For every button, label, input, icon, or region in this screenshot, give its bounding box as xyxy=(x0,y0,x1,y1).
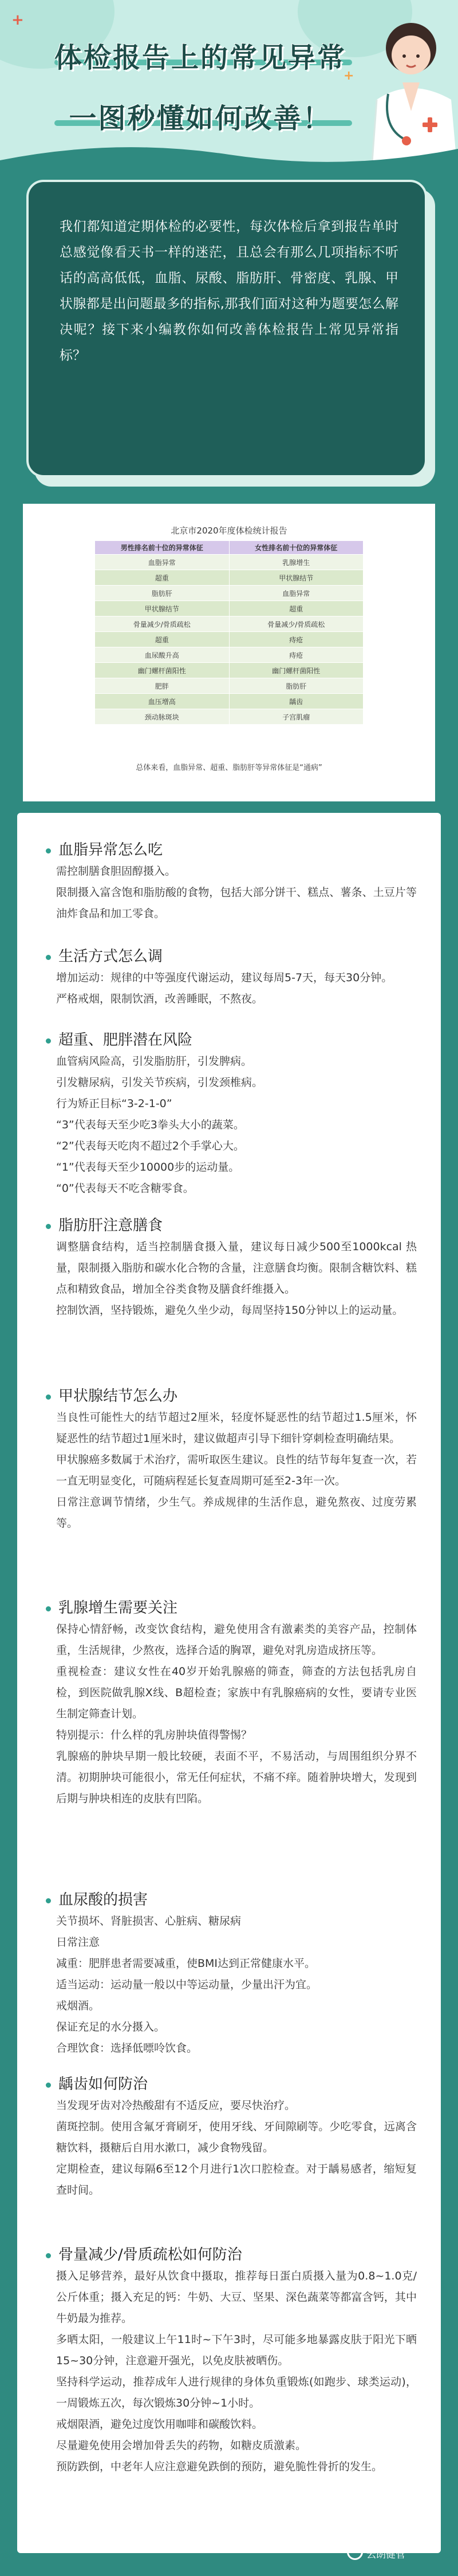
section-line: 日常注意调节情绪，少生气。养成规律的生活作息，避免熬夜、过度劳累等。 xyxy=(56,1496,417,1530)
section-heading: 超重、肥胖潜在风险 xyxy=(56,1029,417,1051)
table-row xyxy=(95,632,364,647)
table-cell: 脂肪肝 xyxy=(229,678,364,694)
section-line: “1”代表每天至少10000步的运动量。 xyxy=(56,1161,240,1174)
section-heading: 乳腺增生需要关注 xyxy=(56,1597,417,1619)
section-breast xyxy=(56,1597,417,1809)
section-heading: 生活方式怎么调 xyxy=(56,946,417,967)
section-fatty-liver xyxy=(56,1215,417,1321)
section-line: 预防跌倒，中老年人应注意避免跌倒的预防，避免脆性骨折的发生。 xyxy=(56,2460,383,2473)
stats-header-female: 女性排名前十位的异常体征 xyxy=(229,541,364,555)
table-cell: 幽门螺杆菌阳性 xyxy=(95,663,230,678)
section-line: 调整膳食结构，适当控制膳食摄入量，建议每日减少500至1000kcal 热量，限制摄入脂肪和碳水化合物的含量，注意膳食均衡。限制含糖饮料、糕点和精致食品，增加全谷类食物及膳食纤维摄入。 xyxy=(56,1240,417,1295)
section-line: 坚持科学运动，推荐成年人进行规律的身体负重锻炼(如跑步、球类运动)，一周锻炼五次，每次锻炼30分钟~1小时。 xyxy=(56,2376,417,2409)
section-thyroid xyxy=(56,1385,417,1534)
section-line: 血管病风险高，引发脂肪肝，引发脾病。 xyxy=(56,1055,252,1068)
section-line: “0”代表每天不吃含糖零食。 xyxy=(56,1182,194,1195)
table-row xyxy=(95,570,364,586)
header-wave xyxy=(0,137,458,177)
stats-title: 北京市2020年度体检统计报告 xyxy=(171,526,287,536)
section-line: 菌斑控制。使用含氟牙膏刷牙，使用牙线、牙间隙刷等。少吃零食，远离含糖饮料，摄糖后自用水漱口，减少食物残留。 xyxy=(56,2120,417,2154)
stats-note: 总体来看，血脂异常、超重、脂肪肝等异常体征是“通病” xyxy=(136,764,322,772)
section-heading: 骨量减少/骨质疏松如何防治 xyxy=(56,2244,417,2266)
table-cell: 肥胖 xyxy=(95,678,230,694)
table-cell: 痔疮 xyxy=(229,647,364,663)
section-body xyxy=(56,2266,417,2478)
page-title-line2: 一图秒懂如何改善！ xyxy=(69,102,332,135)
section-line: 引发糖尿病，引发关节疾病，引发颈椎病。 xyxy=(56,1076,263,1089)
section-dental-caries xyxy=(56,2073,417,2201)
table-cell: 超重 xyxy=(95,570,230,586)
table-row xyxy=(95,601,364,617)
section-line: 当发现牙齿对冷热酸甜有不适反应，要尽快治疗。 xyxy=(56,2099,296,2112)
section-body xyxy=(56,1407,417,1534)
table-row xyxy=(95,586,364,601)
section-blood-lipid xyxy=(56,839,417,924)
intro-box xyxy=(26,180,427,477)
section-line: 行为矫正目标“3-2-1-0” xyxy=(56,1097,172,1110)
section-line: 尽量避免使用会增加骨丢失的药物，如糖皮质激素。 xyxy=(56,2439,307,2452)
section-bone-density xyxy=(56,2244,417,2478)
section-line: 多晒太阳，一般建议上午11时~下午3时，尽可能多地暴露皮肤于阳光下晒15~30分钟，注意避开强光，以免皮肤被晒伤。 xyxy=(56,2333,417,2367)
table-cell: 甲状腺结节 xyxy=(229,570,364,586)
section-body xyxy=(56,1051,417,1199)
table-cell: 骨量减少/骨质疏松 xyxy=(229,617,364,632)
table-cell: 血尿酸升高 xyxy=(95,647,230,663)
section-line: 戒烟限酒，避免过度饮用咖啡和碳酸饮料。 xyxy=(56,2418,263,2431)
section-line: 重视检查：建议女性在40岁开始乳腺癌的筛查，筛查的方法包括乳房自检，到医院做乳腺X线、B超检查；家族中有乳腺癌病的女性，要请专业医生制定筛查计划。 xyxy=(56,1665,417,1720)
section-heading: 龋齿如何防治 xyxy=(56,2073,417,2095)
section-overweight xyxy=(56,1029,417,1199)
stats-header-male: 男性排名前十位的异常体征 xyxy=(95,541,230,555)
table-cell: 血脂异常 xyxy=(229,586,364,601)
section-line: 特别提示：什么样的乳房肿块值得警惕？ xyxy=(56,1729,252,1741)
section-line: “2”代表每天吃肉不超过2个手掌心大。 xyxy=(56,1140,244,1152)
table-cell: 甲状腺结节 xyxy=(95,601,230,617)
page-title-line1: 体检报告上的常见异常 xyxy=(54,42,346,74)
table-cell: 痔疮 xyxy=(229,632,364,647)
table-row xyxy=(95,663,364,678)
header-banner xyxy=(0,0,458,177)
section-heading: 脂肪肝注意膳食 xyxy=(56,1215,417,1236)
table-row xyxy=(95,617,364,632)
section-line: 乳腺癌的肿块早期一般比较硬，表面不平，不易活动，与周围组织分界不清。初期肿块可能很小，常无任何症状，不痛不痒。随着肿块增大，发现到后期与肿块相连的皮肤有凹陷。 xyxy=(56,1750,417,1805)
section-line: 保持心情舒畅，改变饮食结构，避免使用含有激素类的美容产品，控制体重，生活规律，少熬夜，选择合适的胸罩，避免对乳房造成挤压等。 xyxy=(56,1623,417,1657)
section-line: 定期检查，建议每隔6至12个月进行1次口腔检查。对于龋易感者，缩短复查时间。 xyxy=(56,2163,417,2196)
watermark: 云朗健管 xyxy=(366,2549,405,2561)
table-cell: 骨量减少/骨质疏松 xyxy=(95,617,230,632)
table-cell: 子宫肌瘤 xyxy=(229,709,364,725)
section-body xyxy=(56,967,417,1010)
section-line: “3”代表每天至少吃3拳头大小的蔬菜。 xyxy=(56,1119,244,1131)
stats-panel xyxy=(23,504,435,801)
plus-icon: + xyxy=(11,11,24,29)
table-row xyxy=(95,647,364,663)
section-line: 减重：肥胖患者需要减重，使BMI达到正常健康水平。 xyxy=(56,1957,316,1970)
wechat-logo-icon xyxy=(347,2544,363,2560)
table-row xyxy=(95,678,364,694)
section-heading: 血脂异常怎么吃 xyxy=(56,839,417,861)
table-cell: 血脂异常 xyxy=(95,555,230,570)
section-body xyxy=(56,861,417,924)
table-row xyxy=(95,694,364,709)
section-heading: 甲状腺结节怎么办 xyxy=(56,1385,417,1407)
table-row xyxy=(95,709,364,725)
table-cell: 血压增高 xyxy=(95,694,230,709)
intro-text: 我们都知道定期体检的必要性，每次体检后拿到报告单时总感觉像看天书一样的迷茫，且总会有那么几项指标不听话的高高低低，血脂、尿酸、脂肪肝、骨密度、乳腺、甲状腺都是出问题最多的指标,那我们面对这种为题要怎么解决呢？接下来小编教你如何改善体检报告上常见异常指标？ xyxy=(60,219,398,363)
section-line: 戒烟酒。 xyxy=(56,2000,100,2012)
section-line: 增加运动：规律的中等强度代谢运动，建议每周5-7天，每天30分钟。 xyxy=(56,971,393,984)
section-line: 保证充足的水分摄入。 xyxy=(56,2021,165,2033)
section-heading: 血尿酸的损害 xyxy=(56,1889,417,1911)
section-line: 关节损坏、肾脏损害、心脏病、糖尿病 xyxy=(56,1915,242,1927)
section-body xyxy=(56,1236,417,1321)
article-card xyxy=(17,813,441,2553)
section-line: 甲状腺癌多数属于术治疗，需听取医生建议。良性的结节每年复查一次，若一直无明显变化，可随病程延长复查周期可延至2-3年一次。 xyxy=(56,1453,417,1487)
plus-icon: + xyxy=(344,69,354,83)
table-cell: 龋齿 xyxy=(229,694,364,709)
section-line: 当良性可能性大的结节超过2厘米，轻度怀疑恶性的结节超过1.5厘米，怀疑恶性的结节超过1厘米时，建议做超声引导下细针穿刺检查明确结果。 xyxy=(56,1411,417,1445)
section-line: 严格戒烟，限制饮酒，改善睡眠，不熬夜。 xyxy=(56,993,263,1005)
section-body xyxy=(56,2095,417,2201)
section-body xyxy=(56,1619,417,1809)
stats-table xyxy=(94,540,364,725)
table-row xyxy=(95,555,364,570)
table-cell: 乳腺增生 xyxy=(229,555,364,570)
table-cell: 超重 xyxy=(229,601,364,617)
section-line: 合理饮食：选择低嘌呤饮食。 xyxy=(56,2042,198,2055)
section-line: 需控制膳食胆固醇摄入。 xyxy=(56,865,176,878)
section-line: 控制饮酒，坚持锻炼，避免久坐少动，每周坚持150分钟以上的运动量。 xyxy=(56,1304,404,1317)
section-uric-acid xyxy=(56,1889,417,2059)
section-line: 摄入足够营养，最好从饮食中摄取，推荐每日蛋白质摄入量为0.8~1.0克/公斤体重；摄入充足的钙：牛奶、大豆、坚果、深色蔬菜等都富含钙，其中牛奶最为推荐。 xyxy=(56,2270,417,2325)
section-lifestyle xyxy=(56,946,417,1010)
section-line: 日常注意 xyxy=(56,1936,100,1949)
table-cell: 幽门螺杆菌阳性 xyxy=(229,663,364,678)
table-cell: 超重 xyxy=(95,632,230,647)
section-body xyxy=(56,1911,417,2059)
section-line: 限制摄入富含饱和脂肪酸的食物，包括大部分饼干、糕点、薯条、土豆片等油炸食品和加工零食。 xyxy=(56,886,417,920)
section-line: 适当运动：运动量一般以中等运动量，少量出汗为宜。 xyxy=(56,1978,318,1991)
table-cell: 脂肪肝 xyxy=(95,586,230,601)
table-cell: 颈动脉斑块 xyxy=(95,709,230,725)
